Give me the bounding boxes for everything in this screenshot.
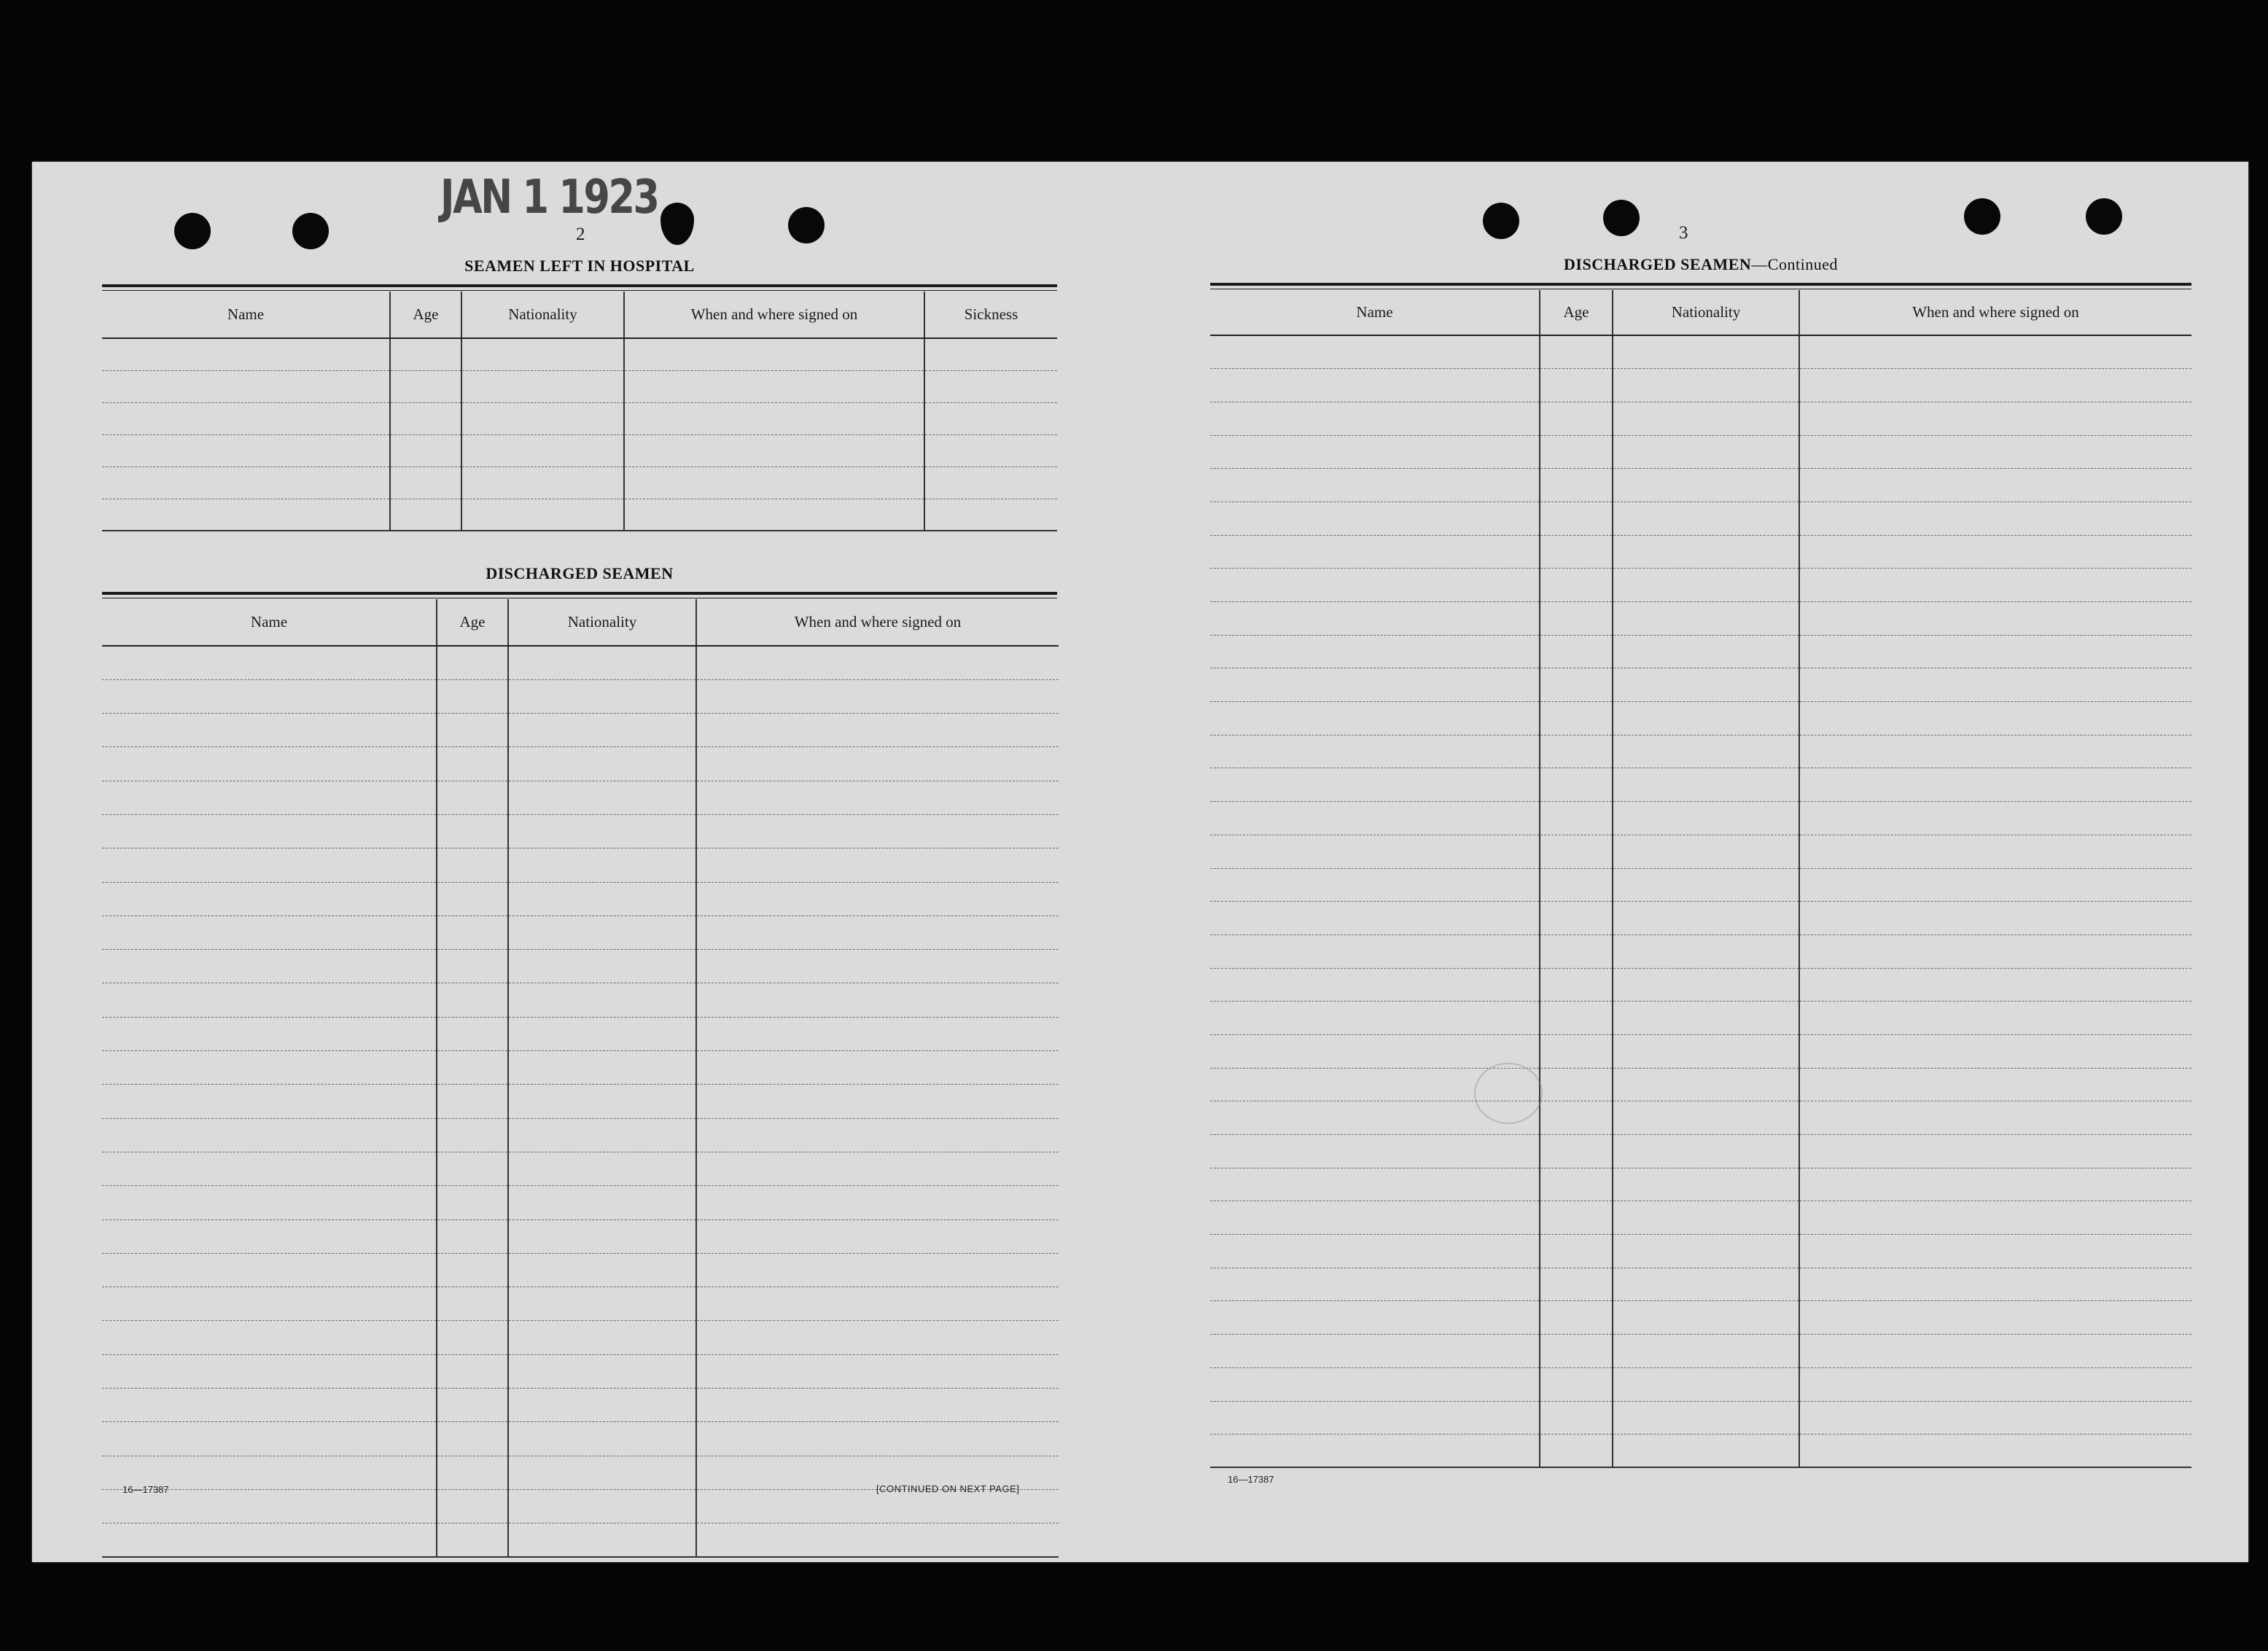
table-row	[1210, 1235, 2191, 1268]
table-row	[1210, 1168, 2191, 1201]
col-header-signed-on: When and where signed on	[624, 292, 924, 338]
ledger-sheet	[32, 162, 2248, 1562]
table-row	[1210, 1135, 2191, 1168]
discharged-table-left	[102, 599, 1059, 1558]
table-row	[1210, 1002, 2191, 1035]
table-row	[1210, 668, 2191, 702]
table-row	[102, 467, 1057, 499]
faint-bleed-through-mark	[1474, 1063, 1543, 1124]
table-row	[1210, 402, 2191, 435]
hospital-rule-top	[102, 284, 1057, 287]
table-row	[102, 1389, 1059, 1422]
table-row	[1210, 535, 2191, 569]
table-row	[1210, 968, 2191, 1002]
page-number-right: 3	[1679, 223, 1688, 243]
table-row	[1210, 934, 2191, 968]
table-row	[102, 1118, 1059, 1152]
col-header-age: Age	[390, 292, 461, 338]
binder-hole	[1964, 198, 2000, 235]
table-row	[1210, 1301, 2191, 1335]
table-row	[102, 1152, 1059, 1185]
table-row	[1210, 802, 2191, 835]
form-number-right: 16—17387	[1228, 1474, 1274, 1485]
binder-hole	[660, 203, 694, 245]
table-row	[102, 1354, 1059, 1388]
table-row	[102, 781, 1059, 814]
table-row	[1210, 602, 2191, 636]
table-row	[1210, 1335, 2191, 1368]
date-stamp: JAN 1 1923	[440, 171, 658, 225]
table-row	[102, 1085, 1059, 1118]
col-header-nationality: Nationality	[461, 292, 624, 338]
table-row	[1210, 702, 2191, 735]
binder-hole	[788, 207, 825, 243]
table-row	[102, 338, 1057, 370]
hospital-table	[102, 292, 1057, 531]
continued-note: [CONTINUED ON NEXT PAGE]	[876, 1483, 1020, 1494]
binder-hole	[292, 213, 329, 249]
table-row	[102, 1523, 1059, 1557]
table-row	[1210, 1201, 2191, 1235]
table-row	[102, 1253, 1059, 1287]
table-row	[1210, 1268, 2191, 1301]
table-row	[1210, 569, 2191, 602]
table-row	[102, 1219, 1059, 1253]
table-row	[102, 882, 1059, 916]
table-row	[102, 1321, 1059, 1354]
binder-hole	[1603, 200, 1640, 236]
table-row	[102, 950, 1059, 983]
binder-hole	[1483, 203, 1519, 239]
table-row	[102, 646, 1059, 679]
table-row	[102, 370, 1057, 402]
binder-hole	[174, 213, 211, 249]
table-row	[1210, 868, 2191, 902]
table-row	[102, 1017, 1059, 1050]
table-row	[1210, 1068, 2191, 1101]
table-row	[1210, 1435, 2191, 1468]
table-row	[1210, 902, 2191, 935]
table-row	[102, 983, 1059, 1017]
right-rule-top	[1210, 283, 2191, 286]
table-row	[102, 714, 1059, 747]
col-header-name: Name	[102, 599, 437, 646]
table-row	[1210, 501, 2191, 535]
table-row	[1210, 768, 2191, 802]
discharged-section-title: DISCHARGED SEAMEN	[486, 564, 674, 582]
form-number-left: 16—17387	[122, 1484, 169, 1495]
col-header-signed-on: When and where signed on	[696, 599, 1059, 646]
table-row	[102, 814, 1059, 848]
hospital-section-title: SEAMEN LEFT IN HOSPITAL	[464, 257, 695, 275]
table-row	[102, 1051, 1059, 1085]
col-header-nationality: Nationality	[508, 599, 696, 646]
table-row	[102, 1186, 1059, 1219]
table-row	[1210, 1401, 2191, 1435]
discharged-rule-top	[102, 592, 1057, 595]
table-row	[102, 679, 1059, 713]
col-header-name: Name	[102, 292, 390, 338]
table-row	[102, 1489, 1059, 1523]
col-header-age: Age	[437, 599, 508, 646]
discharged-continued-title-suffix: —Continued	[1751, 255, 1838, 273]
col-header-sickness: Sickness	[924, 292, 1057, 338]
table-row	[102, 747, 1059, 781]
table-row	[1210, 635, 2191, 668]
table-row	[102, 848, 1059, 882]
table-row	[102, 916, 1059, 949]
col-header-age: Age	[1540, 290, 1613, 335]
binder-hole	[2086, 198, 2122, 235]
hospital-rule-top-thin	[102, 290, 1057, 291]
discharged-table-right	[1210, 290, 2191, 1468]
col-header-nationality: Nationality	[1613, 290, 1799, 335]
discharged-continued-title-main: DISCHARGED SEAMEN	[1564, 255, 1752, 273]
col-header-signed-on: When and where signed on	[1799, 290, 2191, 335]
table-row	[1210, 335, 2191, 369]
table-row	[1210, 1101, 2191, 1135]
table-row	[102, 434, 1057, 467]
page-number-left: 2	[576, 225, 585, 244]
table-row	[102, 1422, 1059, 1456]
table-row	[1210, 435, 2191, 469]
table-row	[1210, 1367, 2191, 1401]
discharged-continued-title	[1210, 255, 2191, 274]
table-row	[102, 499, 1057, 531]
table-row	[1210, 735, 2191, 768]
table-row	[102, 402, 1057, 434]
table-row	[1210, 469, 2191, 502]
table-row	[102, 1287, 1059, 1321]
table-row	[1210, 369, 2191, 402]
table-row	[1210, 835, 2191, 868]
col-header-name: Name	[1210, 290, 1540, 335]
table-row	[1210, 1034, 2191, 1068]
